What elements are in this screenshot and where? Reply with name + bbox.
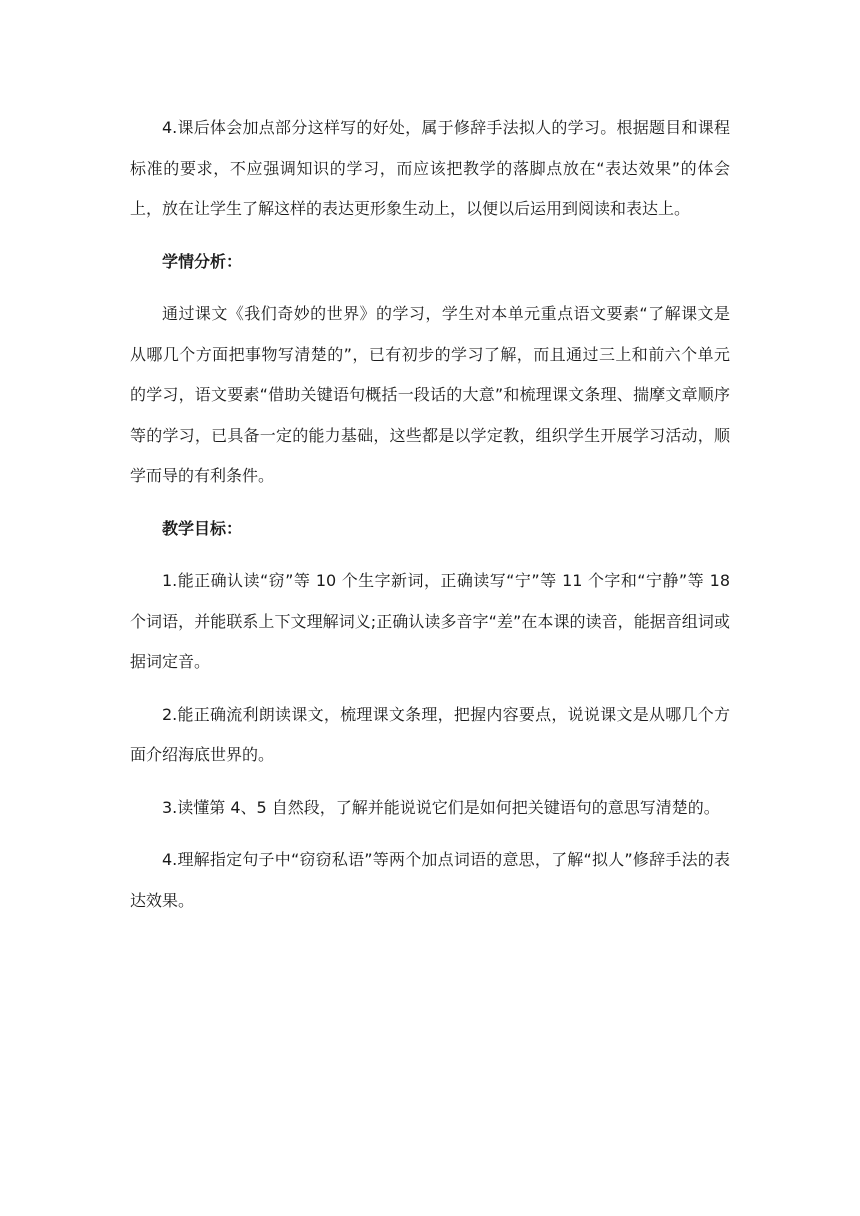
goal-item-3: 3.读懂第 4、5 自然段，了解并能说说它们是如何把关键语句的意思写清楚的。 bbox=[162, 797, 720, 817]
heading-learner-analysis: 学情分析： bbox=[162, 251, 243, 271]
goal-item-1: 1.能正确认读“窃”等 10 个生字新词，正确读写“宁”等 11 个字和“宁静”等 18 个词语，并能联系上下文理解词义;正确认读多音字“差”在本课的读音，能据音组词或据词定音。 bbox=[130, 571, 730, 671]
paragraph-learner-analysis: 通过课文《我们奇妙的世界》的学习，学生对本单元重点语文要素“了解课文是从哪几个方面把事物写清楚的”，已有初步的学习了解，而且通过三上和前六个单元的学习，语文要素“借助关键语句概括一段话的大意”和梳理课文条理、揣摩文章顺序等的学习，已具备一定的能力基础，这些都是以学定教，组织学生开展学习活动，顺学而导的有利条件。 bbox=[130, 304, 730, 485]
document-body bbox=[130, 108, 730, 921]
goal-item-4: 4.理解指定句子中“窃窃私语”等两个加点词语的意思，了解“拟人”修辞手法的表达效果。 bbox=[130, 850, 730, 910]
paragraph-expression-effect: 4.课后体会加点部分这样写的好处，属于修辞手法拟人的学习。根据题目和课程标准的要求，不应强调知识的学习，而应该把教学的落脚点放在“表达效果”的体会上，放在让学生了解这样的表达更形象生动上，以便以后运用到阅读和表达上。 bbox=[130, 118, 730, 218]
heading-teaching-goals: 教学目标： bbox=[162, 518, 243, 538]
goal-item-2: 2.能正确流利朗读课文，梳理课文条理，把握内容要点，说说课文是从哪几个方面介绍海底世界的。 bbox=[130, 704, 730, 764]
